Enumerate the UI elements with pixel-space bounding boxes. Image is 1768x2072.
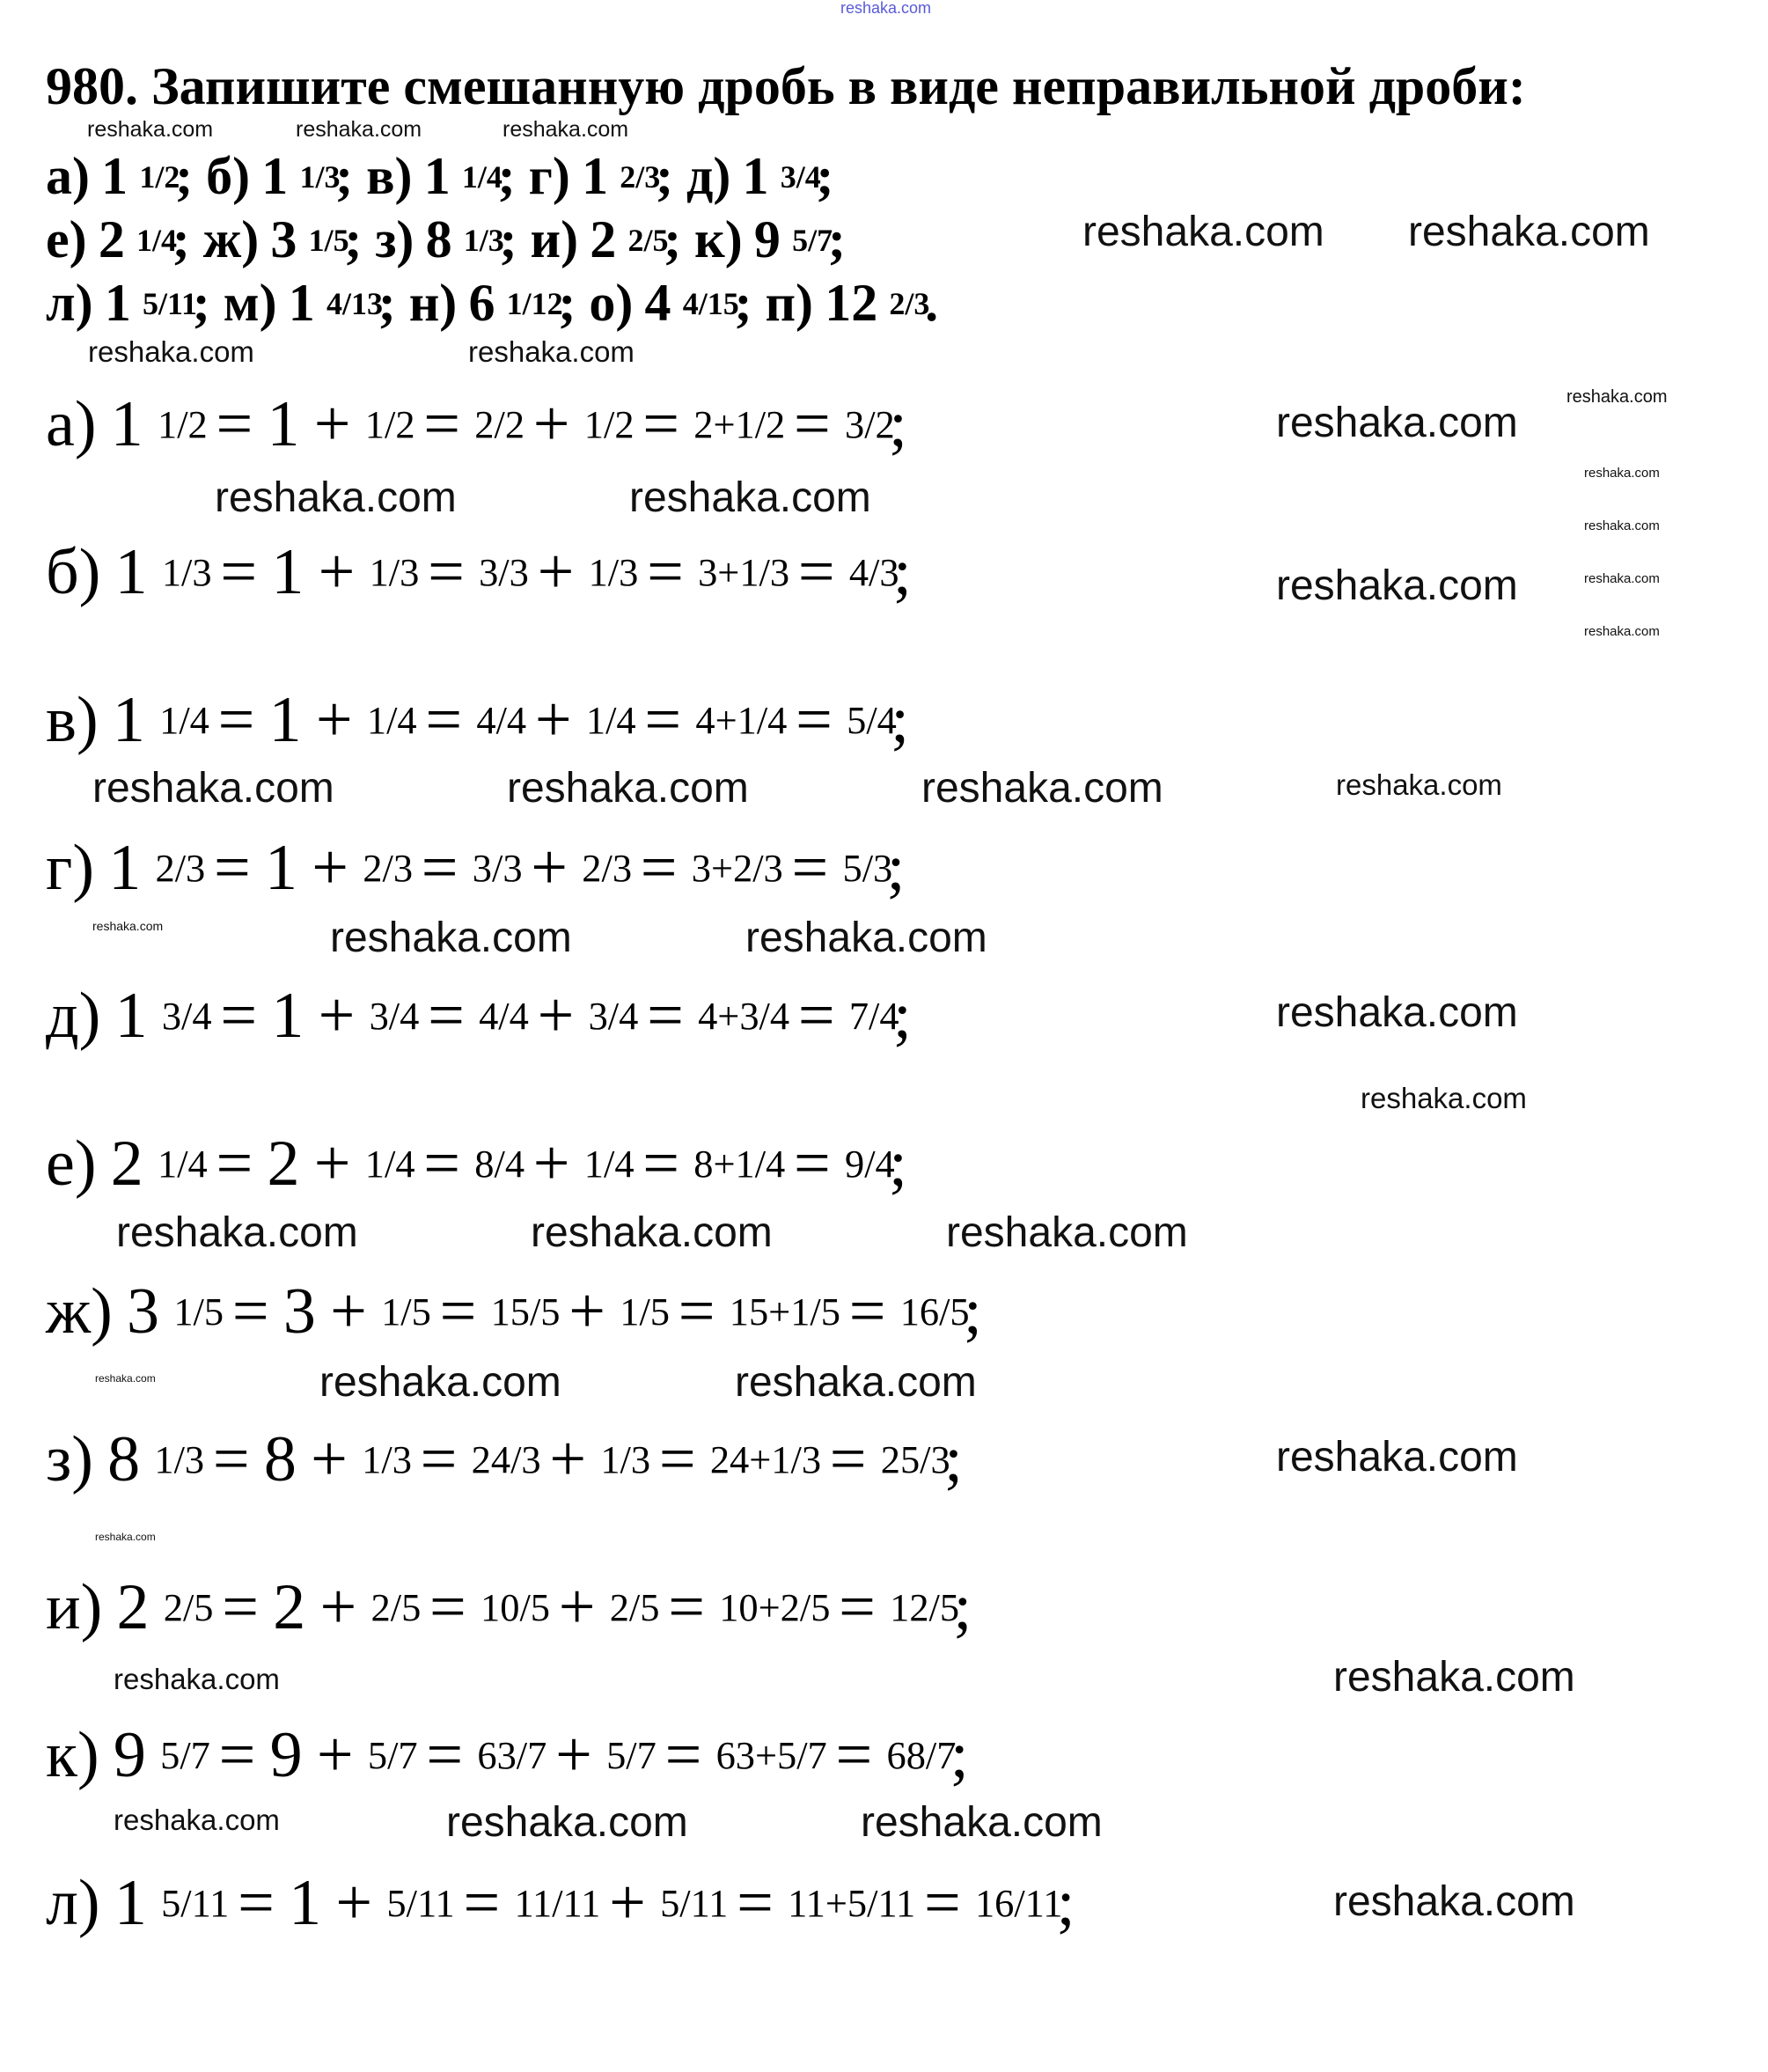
solution-line	[46, 535, 928, 610]
math-token: 2	[116, 1571, 150, 1643]
math-token: 3	[127, 1275, 160, 1348]
math-token: =	[642, 388, 680, 460]
fraction: 8+1/4	[693, 1142, 786, 1187]
punctuation: ;	[886, 832, 906, 904]
fraction: 3+1/3	[698, 550, 790, 595]
solution-line	[46, 387, 923, 462]
math-token: +	[318, 980, 356, 1052]
watermark: reshaka.com	[861, 1799, 1103, 1846]
fraction: 1/3	[369, 550, 420, 595]
math-token: +	[311, 1423, 348, 1495]
fraction: 16/5	[899, 1289, 970, 1334]
math-token: 1	[114, 536, 148, 608]
math-token: =	[835, 1719, 873, 1791]
watermark: reshaka.com	[87, 117, 214, 142]
fraction: 11+5/11	[788, 1881, 916, 1926]
math-token: =	[678, 1275, 715, 1348]
fraction: 1/4	[366, 698, 417, 743]
fraction: 5/3	[842, 846, 893, 891]
item-label: з)	[46, 1423, 93, 1495]
fraction: 8/4	[474, 1142, 525, 1187]
math-token: +	[569, 1275, 605, 1348]
watermark: reshaka.com	[1408, 209, 1650, 255]
fraction: 4/4	[479, 994, 529, 1039]
item-label: и)	[46, 1571, 103, 1643]
math-token: =	[217, 684, 255, 756]
fraction: 2/3	[889, 285, 930, 321]
fraction: 1/4	[159, 698, 209, 743]
punctuation: ;	[558, 274, 576, 332]
punctuation: ;	[889, 388, 907, 460]
math-token: +	[537, 980, 575, 1052]
math-token: =	[231, 1275, 269, 1348]
math-token: +	[335, 1867, 373, 1939]
watermark: reshaka.com	[1333, 1878, 1575, 1925]
item-label: м)	[223, 274, 277, 332]
fraction: 2/5	[627, 222, 669, 258]
math-token: =	[220, 536, 258, 608]
solution-line	[46, 1718, 985, 1793]
fraction: 1/2	[158, 402, 208, 447]
fraction: 1/2	[583, 402, 635, 447]
math-token: 9	[269, 1719, 303, 1791]
math-token: =	[796, 684, 833, 756]
math-token: 2	[273, 1571, 306, 1643]
punctuation: ;	[827, 210, 846, 268]
math-token: +	[315, 684, 353, 756]
math-token: =	[791, 832, 829, 904]
fraction: 24/3	[471, 1437, 541, 1482]
fraction: 1/3	[362, 1437, 412, 1482]
fraction: 5/11	[660, 1881, 729, 1926]
math-token: 1	[289, 1867, 322, 1939]
math-token: +	[330, 1275, 367, 1348]
solution-line	[46, 1275, 998, 1349]
math-token: =	[425, 684, 463, 756]
fraction: 4+1/4	[695, 698, 788, 743]
fraction: 2/2	[474, 402, 525, 447]
punctuation: ;	[734, 274, 752, 332]
fraction: 1/5	[173, 1289, 224, 1334]
math-token: +	[534, 684, 572, 756]
fraction: 1/2	[364, 402, 415, 447]
fraction: 3/4	[369, 994, 420, 1039]
fraction: 1/4	[158, 1142, 208, 1187]
fraction: 15/5	[490, 1289, 561, 1334]
punctuation: ;	[335, 147, 354, 205]
fraction: 5/7	[792, 222, 833, 258]
punctuation: ;	[964, 1275, 982, 1348]
watermark: reshaka.com	[921, 765, 1163, 812]
item-label: о)	[589, 274, 634, 332]
punctuation: ;	[192, 274, 210, 332]
math-token: 6	[468, 274, 495, 332]
math-token: 2	[110, 1128, 143, 1200]
solution-line	[46, 831, 921, 906]
math-token: 1	[742, 147, 769, 205]
watermark: reshaka.com	[1276, 989, 1518, 1036]
fraction: 15+1/5	[729, 1289, 840, 1334]
fraction: 4+3/4	[698, 994, 790, 1039]
math-token: =	[439, 1275, 477, 1348]
punctuation: .	[925, 274, 939, 332]
math-token: 1	[582, 147, 609, 205]
watermark: reshaka.com	[1584, 518, 1660, 533]
watermark: reshaka.com	[215, 474, 457, 521]
fraction: 5/4	[847, 698, 897, 743]
fraction: 3/4	[161, 994, 212, 1039]
watermark: reshaka.com	[114, 1804, 280, 1836]
fraction: 1/4	[583, 1142, 635, 1187]
math-token: =	[428, 980, 465, 1052]
solution-line	[46, 683, 925, 758]
math-token: 9	[113, 1719, 146, 1791]
item-label: н)	[408, 274, 458, 332]
math-token: =	[423, 1128, 461, 1200]
fraction: 3+2/3	[691, 846, 783, 891]
math-token: +	[313, 388, 351, 460]
math-token: 2	[98, 210, 125, 268]
math-token: +	[555, 1719, 592, 1791]
punctuation: ;	[950, 1719, 969, 1791]
item-label: з)	[375, 210, 414, 268]
math-token: 1	[423, 147, 451, 205]
fraction: 2/5	[370, 1585, 422, 1630]
item-label: ж)	[202, 210, 260, 268]
math-token: 2	[590, 210, 617, 268]
math-token: 2	[267, 1128, 300, 1200]
math-token: 1	[271, 980, 304, 1052]
fraction: 2/5	[163, 1585, 214, 1630]
fraction: 5/7	[160, 1733, 210, 1778]
fraction: 1/4	[364, 1142, 415, 1187]
math-token: +	[312, 832, 349, 904]
math-token: =	[214, 832, 251, 904]
fraction: 12/5	[890, 1585, 960, 1630]
punctuation: ;	[944, 1423, 963, 1495]
math-token: 1	[110, 388, 143, 460]
math-token: =	[220, 980, 258, 1052]
math-token: 4	[644, 274, 671, 332]
math-token: +	[316, 1719, 354, 1791]
fraction: 5/7	[367, 1733, 418, 1778]
fraction: 1/3	[600, 1437, 651, 1482]
math-token: =	[664, 1719, 702, 1791]
punctuation: ;	[664, 210, 682, 268]
math-token: =	[428, 536, 465, 608]
fraction: 11/11	[514, 1881, 601, 1926]
math-token: 9	[753, 210, 781, 268]
math-token: +	[537, 536, 575, 608]
watermark: reshaka.com	[1276, 1434, 1518, 1481]
punctuation: ;	[175, 147, 194, 205]
math-token: 1	[101, 147, 128, 205]
math-token: 1	[268, 684, 302, 756]
math-token: =	[839, 1571, 876, 1643]
watermark: reshaka.com	[92, 765, 334, 812]
fraction: 5/11	[386, 1881, 455, 1926]
fraction: 2/5	[609, 1585, 660, 1630]
watermark: reshaka.com	[1336, 768, 1502, 801]
item-label: л)	[46, 274, 93, 332]
fraction: 4/3	[848, 550, 899, 595]
watermark: reshaka.com	[95, 1372, 156, 1385]
fraction: 4/4	[476, 698, 527, 743]
fraction: 63+5/7	[715, 1733, 827, 1778]
fraction: 3/3	[479, 550, 529, 595]
watermark: reshaka.com	[946, 1209, 1188, 1256]
math-token: +	[531, 832, 569, 904]
item-label: е)	[46, 1128, 97, 1200]
watermark: reshaka.com	[1566, 387, 1668, 407]
fraction: 10/5	[481, 1585, 550, 1630]
fraction: 1/3	[299, 158, 341, 195]
fraction: 2/3	[155, 846, 206, 891]
math-token: 1	[114, 1867, 147, 1939]
punctuation: ;	[893, 536, 912, 608]
watermark: reshaka.com	[1584, 624, 1660, 639]
fraction: 1/3	[588, 550, 639, 595]
watermark: reshaka.com	[114, 1663, 280, 1695]
fraction: 1/4	[585, 698, 636, 743]
punctuation: ;	[497, 147, 516, 205]
item-label: д)	[686, 147, 731, 205]
fraction: 3/2	[845, 402, 895, 447]
punctuation: ;	[893, 980, 912, 1052]
math-token: =	[429, 1571, 466, 1643]
math-token: 1	[288, 274, 315, 332]
fraction: 4/13	[326, 285, 383, 321]
item-label: б)	[206, 147, 251, 205]
watermark: reshaka.com	[531, 1209, 773, 1256]
fraction: 1/4	[461, 158, 503, 195]
math-token: =	[829, 1423, 867, 1495]
fraction: 16/11	[974, 1881, 1063, 1926]
item-label: к)	[46, 1719, 99, 1791]
watermark: reshaka.com	[1584, 466, 1660, 481]
watermark: reshaka.com	[1361, 1082, 1527, 1114]
solution-line	[46, 1127, 923, 1201]
math-token: 3	[270, 210, 297, 268]
solution-line	[46, 1570, 988, 1645]
fraction: 5/7	[606, 1733, 657, 1778]
solution-line	[46, 1422, 979, 1497]
math-token: =	[848, 1275, 886, 1348]
fraction: 1/3	[161, 550, 212, 595]
fraction: 2/3	[363, 846, 414, 891]
math-token: =	[797, 536, 835, 608]
watermark: reshaka.com	[1584, 571, 1660, 586]
math-token: 1	[265, 832, 298, 904]
punctuation: ;	[344, 210, 363, 268]
fraction: 63/7	[477, 1733, 547, 1778]
math-token: +	[549, 1423, 587, 1495]
fraction: 1/3	[154, 1437, 205, 1482]
math-token: 1	[271, 536, 304, 608]
fraction: 24+1/3	[709, 1437, 822, 1482]
math-token: 8	[107, 1423, 141, 1495]
watermark: reshaka.com	[1276, 400, 1518, 446]
math-token: 1	[112, 684, 145, 756]
watermark: reshaka.com	[1276, 562, 1518, 609]
math-token: 12	[825, 274, 878, 332]
watermark: reshaka.com	[330, 915, 572, 961]
math-token: =	[644, 684, 682, 756]
math-token: 1	[104, 274, 131, 332]
math-token: =	[647, 536, 684, 608]
fraction: 3/4	[780, 158, 821, 195]
item-label: а)	[46, 147, 90, 205]
math-token: =	[216, 388, 253, 460]
watermark: reshaka.com	[840, 0, 932, 17]
math-token: =	[642, 1128, 680, 1200]
item-label: а)	[46, 388, 97, 460]
punctuation: ;	[889, 1128, 907, 1200]
punctuation: ;	[172, 210, 190, 268]
problem-line	[46, 146, 847, 206]
watermark: reshaka.com	[92, 919, 164, 933]
watermark: reshaka.com	[468, 335, 635, 368]
watermark: reshaka.com	[95, 1531, 156, 1543]
fraction: 1/5	[381, 1289, 431, 1334]
watermark: reshaka.com	[296, 117, 422, 142]
math-token: 8	[425, 210, 452, 268]
math-token: +	[532, 388, 570, 460]
item-label: б)	[46, 536, 101, 608]
fraction: 3/3	[472, 846, 523, 891]
math-token: =	[238, 1867, 275, 1939]
punctuation: ;	[378, 274, 396, 332]
punctuation: ;	[1056, 1867, 1075, 1939]
math-token: +	[558, 1571, 596, 1643]
fraction: 10+2/5	[719, 1585, 831, 1630]
watermark: reshaka.com	[1333, 1654, 1575, 1701]
item-label: к)	[694, 210, 743, 268]
math-token: =	[658, 1423, 696, 1495]
math-token: =	[923, 1867, 961, 1939]
math-token: =	[222, 1571, 260, 1643]
fraction: 2/3	[620, 158, 661, 195]
item-label: в)	[366, 147, 413, 205]
math-token: +	[313, 1128, 351, 1200]
problem-line	[46, 273, 951, 333]
fraction: 7/4	[848, 994, 899, 1039]
item-label: в)	[46, 684, 99, 756]
watermark: reshaka.com	[735, 1359, 977, 1406]
math-token: =	[421, 832, 459, 904]
math-token: =	[794, 388, 831, 460]
math-token: =	[420, 1423, 458, 1495]
watermark: reshaka.com	[116, 1209, 358, 1256]
fraction: 1/12	[506, 285, 563, 321]
math-token: +	[319, 1571, 357, 1643]
fraction: 3/4	[588, 994, 639, 1039]
item-label: д)	[46, 980, 101, 1052]
fraction: 4/15	[682, 285, 739, 321]
math-token: =	[797, 980, 835, 1052]
punctuation: ;	[655, 147, 673, 205]
math-token: =	[640, 832, 678, 904]
item-label: е)	[46, 210, 87, 268]
math-token: 3	[282, 1275, 316, 1348]
punctuation: ;	[953, 1571, 972, 1643]
item-label: п)	[765, 274, 813, 332]
math-token: 1	[267, 388, 300, 460]
fraction: 5/11	[143, 285, 198, 321]
watermark: reshaka.com	[745, 915, 987, 961]
fraction: 1/4	[136, 222, 178, 258]
math-token: 1	[108, 832, 142, 904]
watermark: reshaka.com	[503, 117, 629, 142]
math-token: =	[647, 980, 684, 1052]
fraction: 2+1/2	[693, 402, 786, 447]
math-token: =	[216, 1128, 253, 1200]
solution-line	[46, 1866, 1091, 1941]
item-label: ж)	[46, 1275, 113, 1348]
punctuation: ;	[499, 210, 517, 268]
math-token: 1	[114, 980, 148, 1052]
item-label: г)	[46, 832, 94, 904]
math-token: 1	[261, 147, 289, 205]
math-token: +	[609, 1867, 646, 1939]
fraction: 1/2	[139, 158, 180, 195]
watermark: reshaka.com	[446, 1799, 688, 1846]
math-token: =	[212, 1423, 250, 1495]
math-token: +	[532, 1128, 570, 1200]
fraction: 5/11	[161, 1881, 230, 1926]
fraction: 68/7	[886, 1733, 957, 1778]
solution-line	[46, 979, 928, 1054]
math-token: =	[463, 1867, 501, 1939]
math-token: =	[668, 1571, 705, 1643]
fraction: 2/3	[582, 846, 633, 891]
math-token: +	[318, 536, 356, 608]
exercise-title: 980. Запишите смешанную дробь в виде неправильной дроби:	[46, 57, 1526, 115]
punctuation: ;	[816, 147, 834, 205]
item-label: и)	[530, 210, 579, 268]
math-token: =	[423, 388, 461, 460]
fraction: 1/5	[308, 222, 349, 258]
watermark: reshaka.com	[319, 1359, 561, 1406]
math-token: =	[218, 1719, 256, 1791]
fraction: 25/3	[880, 1437, 950, 1482]
problem-line	[46, 209, 859, 269]
math-token: =	[794, 1128, 831, 1200]
fraction: 9/4	[845, 1142, 895, 1187]
math-token: 8	[263, 1423, 297, 1495]
watermark: reshaka.com	[1082, 209, 1324, 255]
punctuation: ;	[891, 684, 909, 756]
watermark: reshaka.com	[88, 335, 254, 368]
watermark: reshaka.com	[629, 474, 871, 521]
item-label: г)	[528, 147, 570, 205]
math-token: =	[737, 1867, 774, 1939]
fraction: 1/3	[463, 222, 504, 258]
watermark: reshaka.com	[507, 765, 749, 812]
math-token: =	[426, 1719, 464, 1791]
item-label: л)	[46, 1867, 100, 1939]
fraction: 1/5	[620, 1289, 670, 1334]
